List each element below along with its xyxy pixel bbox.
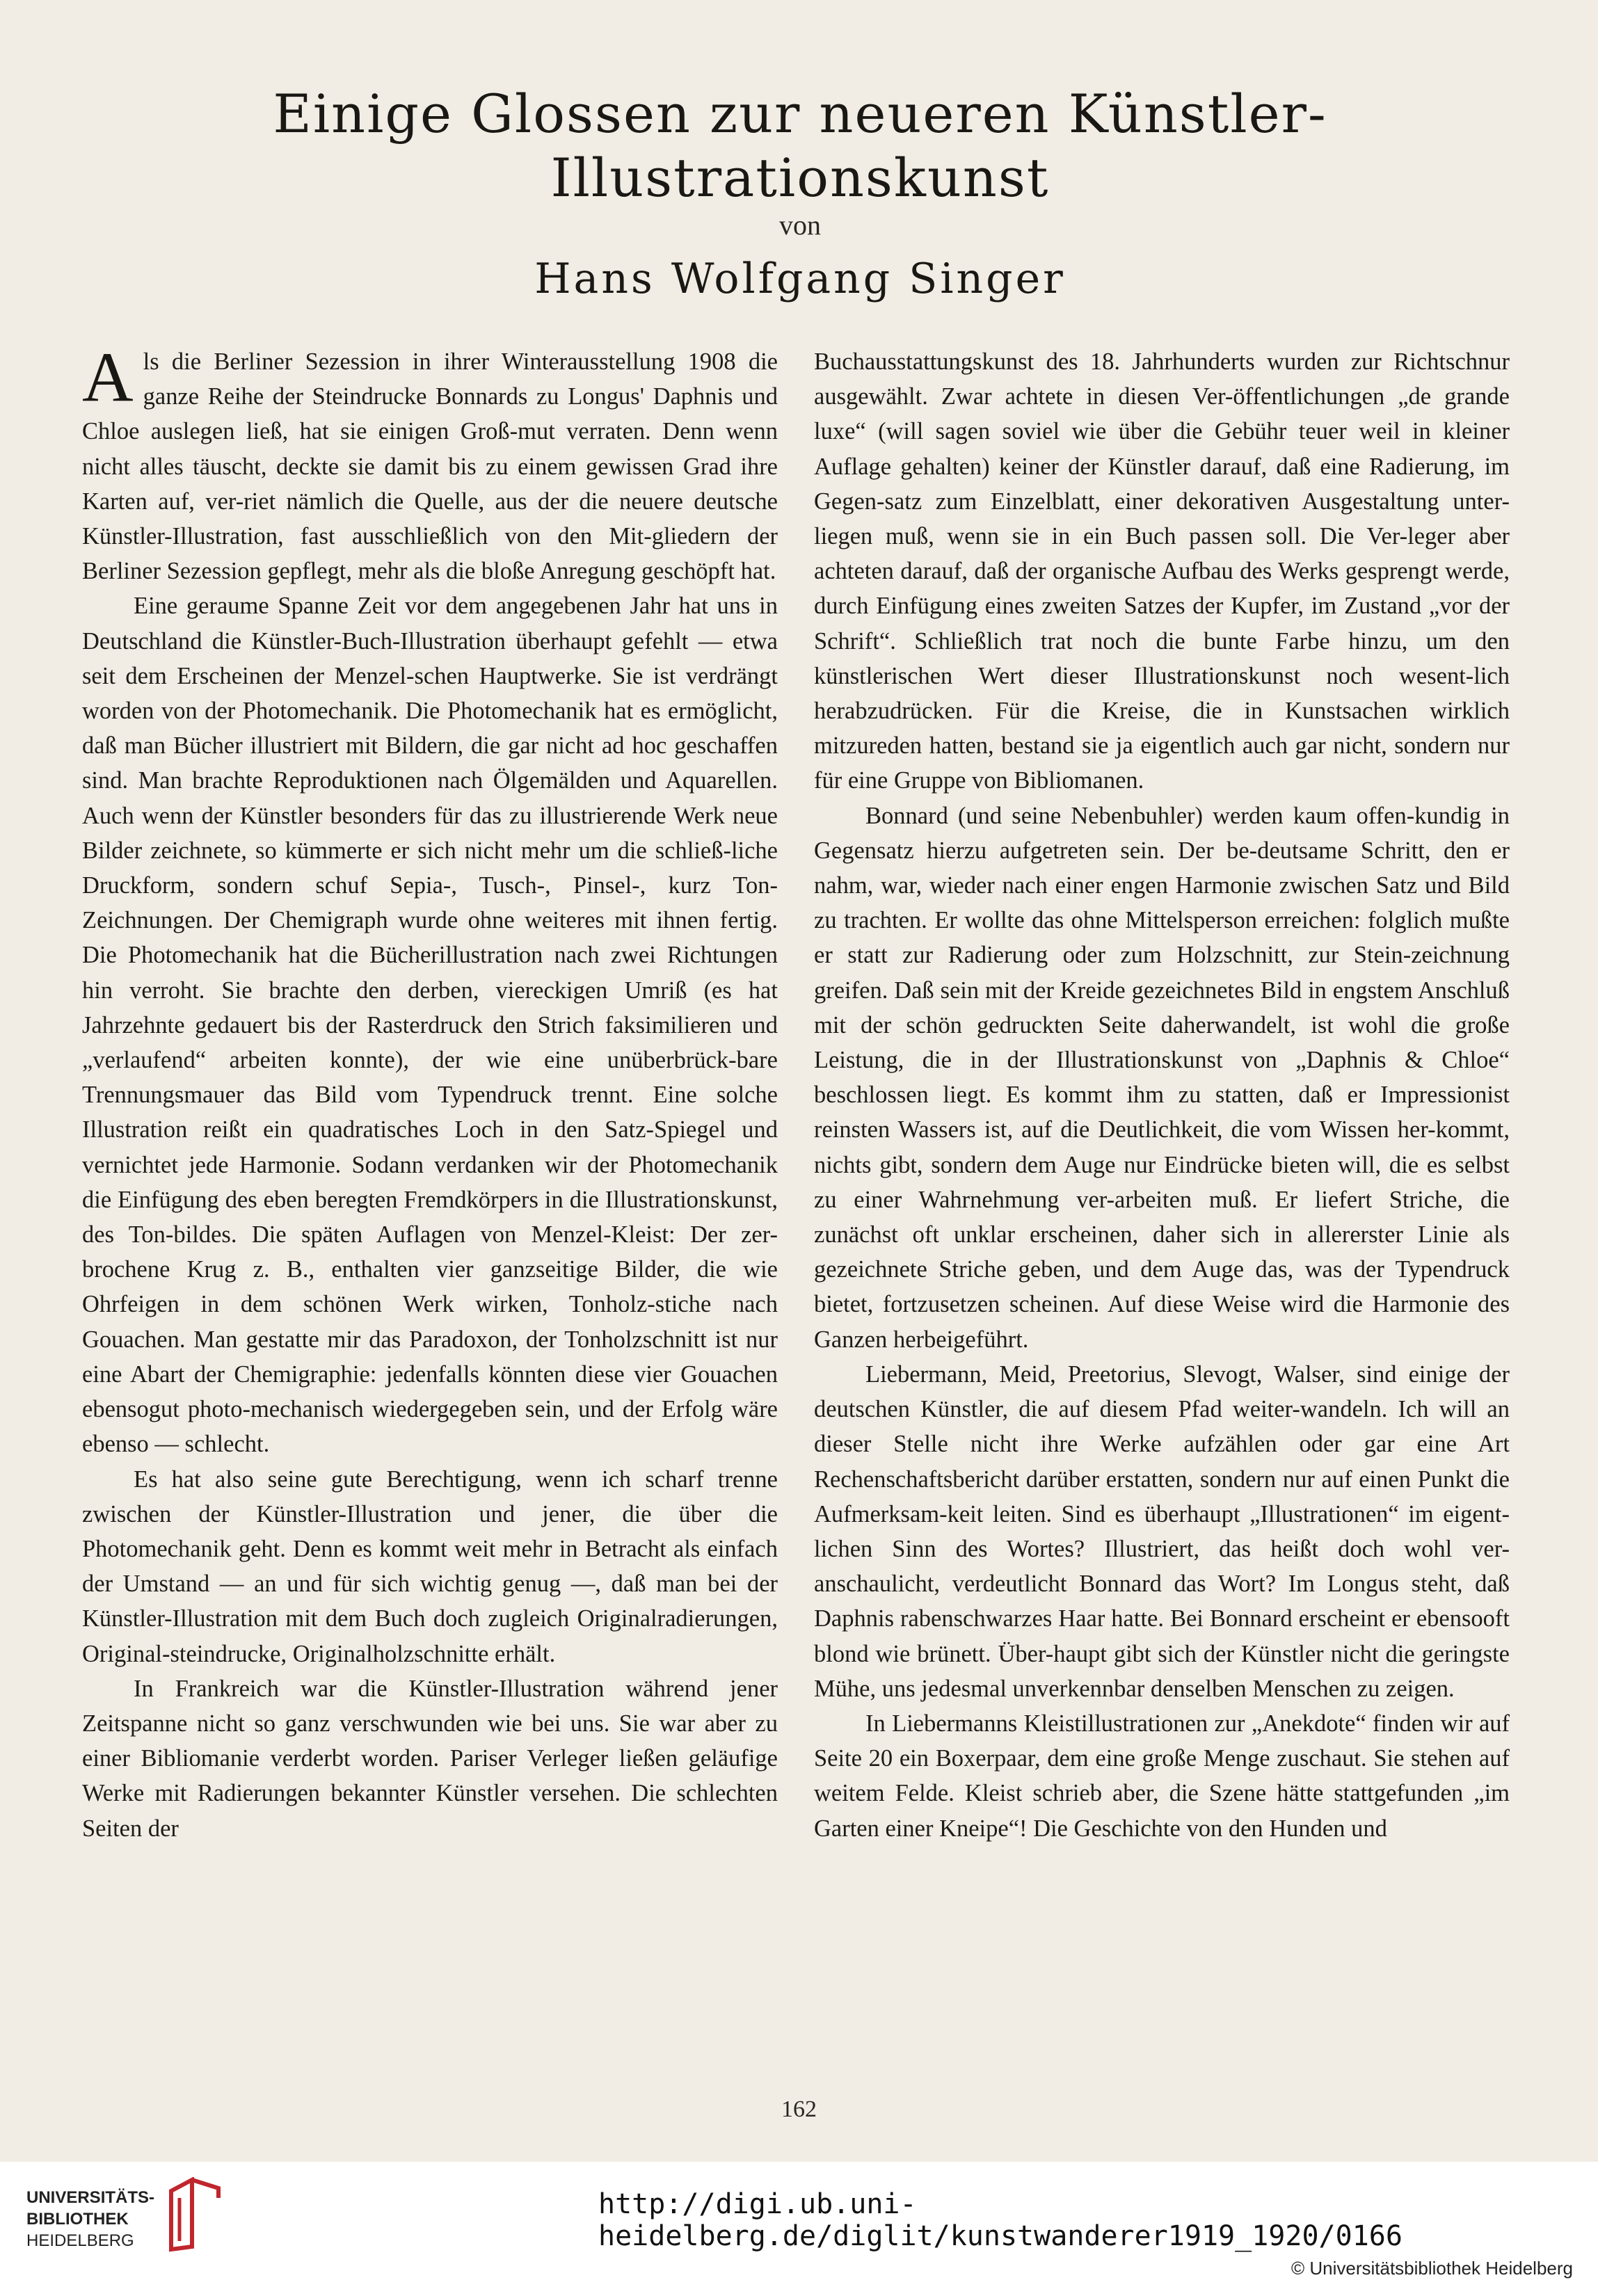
byline-prefix: von [779, 209, 821, 241]
left-paragraph-1-text: ls die Berliner Sezession in ihrer Winterausstellung 1908 die ganze Reihe der Steindrucke Bonnards zu Longus' Daphnis und Chloe auslegen ließ, hat sie einigen Groß-mut verraten. Denn wenn nicht alles täuscht, deckte sie damit bis zu einem gewissen Grad ihre Karten auf, ver-riet nämlich die Quelle, aus der die neuere deutsche Künstler-Illustration, fast ausschließlich von den Mit-gliedern der Berliner Sezession gepflegt, mehr als die bloße Anregung geschöpft hat. [82, 348, 778, 585]
right-paragraph-2: Bonnard (und seine Nebenbuhler) werden kaum offen-kundig in Gegensatz hierzu aufgetreten sein. Der be-deutsame Schritt, den er nahm, war, wieder nach einer engen Harmonie zwischen Satz und Bild zu trachten. Er wollte das ohne Mittelsperson erreichen: folglich mußte er statt zur Radierung oder zum Holzschnitt, zur Stein-zeichnung greifen. Daß sein mit der Kreide gezeichnetes Bild in engstem Anschluß mit der schön gedruckten Seite daherwandelt, ist wohl die große Leistung, die in der Illustrationskunst von „Daphnis & Chloe“ beschlossen liegt. Es kommt ihm zu statten, daß er Impressionist reinsten Wassers ist, auf die Deutlichkeit, die vom Wissen her-kommt, nichts gibt, sondern dem Auge nur Eindrücke bieten will, die es selbst zu einer Wahrnehmung ver-arbeiten muß. Er liefert Striche, die zunächst oft unklar erscheinen, daher sich in allererster Linie als gezeichnete Striche geben, und dem Auge das, was der Typendruck bietet, fortzusetzen scheinen. Auf diese Weise wird die Harmonie des Ganzen herbeigeführt. [814, 802, 1510, 1353]
library-footer [0, 2162, 1598, 2296]
right-paragraph-3: Liebermann, Meid, Preetorius, Slevogt, Walser, sind einige der deutschen Künstler, die auf diesem Pfad weiter-wandeln. Ich will an dieser Stelle nicht ihre Werke aufzählen oder gar eine Art Rechenschaftsbericht darüber erstatten, sondern nur auf einen Punkt die Aufmerksam-keit leiten. Sind es überhaupt „Illustrationen“ im eigent-lichen Sinn des Wortes? Illustriert, das heißt doch wohl ver-anschaulicht, verdeutlicht Bonnard das Wort? Im Longus steht, daß Daphnis rabenschwarzes Haar hatte. Bei Bonnard erscheint er ebensooft blond wie brünett. Über-haupt gibt sich der Künstler nicht die geringste Mühe, uns jedesmal unverkennbar denselben Menschen zu zeigen. [814, 1360, 1510, 1702]
page-number: 162 [781, 2096, 817, 2122]
logo-line-2: BIBLIOTHEK [26, 2210, 129, 2229]
right-paragraph-1: Buchausstattungskunst des 18. Jahrhunderts wurden zur Richtschnur ausgewählt. Zwar achtete in diesen Ver-öffentlichungen „de grande luxe“ (will sagen soviel wie über die Gebühr teuer weil in kleiner Auflage gehalten) keiner der Künstler darauf, daß eine Radierung, im Gegen-satz zum Einzelblatt, einer dekorativen Ausgestaltung unter-liegen muß, wenn sie in ein Buch passen soll. Die Ver-leger aber achteten darauf, daß der organische Aufbau des Werks gesprengt werde, durch Einfügung eines zweiten Satzes der Kupfer, im Zustand „vor der Schrift“. Schließlich trat noch die bunte Farbe hinzu, um den künstlerischen Wert dieser Illustrationskunst noch wesent-lich herabzudrücken. Für die Kreise, die in Kunstsachen wirklich mitzureden hatten, bestand sie ja eigentlich auch gar nicht, sondern nur für eine Gruppe von Bibliomanen. [814, 348, 1510, 794]
right-paragraph-4: In Liebermanns Kleistillustrationen zur „Anekdote“ finden wir auf Seite 20 ein Boxerpaar, dem eine große Menge zuschaut. Sie stehen auf weitem Felde. Kleist schrieb aber, die Szene hätte stattgefunden „im Garten einer Kneipe“! Die Geschichte von den Hunden und [814, 1710, 1510, 1842]
left-paragraph-4: In Frankreich war die Künstler-Illustration während jener Zeitspanne nicht so ganz verschwunden wie bei uns. Sie war aber zu einer Bibliomanie verderbt worden. Pariser Verleger ließen geläufige Werke mit Radierungen bekannter Künstler versehen. Die schlechten Seiten der [82, 1675, 778, 1842]
left-paragraph-1 [82, 344, 778, 588]
article-title-line-1: Einige Glossen zur neueren Künstler- [273, 83, 1327, 145]
article-title-line-2: Illustrationskunst [550, 147, 1050, 209]
left-paragraph-3: Es hat also seine gute Berechtigung, wenn ich scharf trenne zwischen der Künstler-Illustration und jener, die über die Photomechanik geht. Denn es kommt weit mehr in Betracht als einfach der Umstand — an und für sich wichtig genug —, daß man bei der Künstler-Illustration mit dem Buch doch zugleich Originalradierungen, Original-steindrucke, Originalholzschnitte erhält. [82, 1466, 778, 1667]
library-logo-icon [164, 2177, 223, 2252]
author-name: Hans Wolfgang Singer [534, 255, 1066, 303]
logo-line-1: UNIVERSITÄTS- [26, 2188, 155, 2207]
logo-line-3: HEIDELBERG [26, 2231, 134, 2250]
left-paragraph-2: Eine geraume Spanne Zeit vor dem angegebenen Jahr hat uns in Deutschland die Künstler-Buch-Illustration überhaupt gefehlt — etwa seit dem Erscheinen der Menzel-schen Hauptwerke. Sie ist verdrängt worden von der Photomechanik. Die Photomechanik hat es ermöglicht, daß man Bücher illustriert mit Bildern, die gar nicht ad hoc geschaffen sind. Man brachte Reproduktionen nach Ölgemälden und Aquarellen. Auch wenn der Künstler besonders für das zu illustrierende Werk neue Bilder zeichnete, so kümmerte er sich nicht mehr um die schließ-liche Druckform, sondern schuf Sepia-, Tusch-, Pinsel-, kurz Ton-Zeichnungen. Der Chemigraph wurde ohne weiteres mit ihnen fertig. Die Photomechanik hat die Bücherillustration nach zwei Richtungen hin verroht. Sie brachte den derben, viereckigen Umriß (es hat Jahrzehnte gedauert bis der Rasterdruck den Strich faksimilieren und „verlaufend“ arbeiten konnte), der wie eine unüberbrück-bare Trennungsmauer das Bild vom Typendruck trennt. Eine solche Illustration reißt ein quadratisches Loch in den Satz-Spiegel und vernichtet jede Harmonie. Sodann verdanken wir der Photomechanik die Einfügung des eben beregten Fremdkörpers in die Illustrationskunst, des Ton-bildes. Die späten Auflagen von Menzel-Kleist: Der zer-brochene Krug z. B., enthalten vier ganzseitige Bilder, die wie Ohrfeigen in dem schönen Werk wirken, Tonholz-stiche nach Gouachen. Man gestatte mir das Paradoxon, der Tonholzschnitt ist nur eine Abart der Chemigraphie: jedenfalls könnten diese vier Gouachen ebensogut photo-mechanisch wiedergegeben sein, und der Erfolg wäre ebenso — schlecht. [82, 593, 778, 1458]
drop-cap: A [82, 344, 134, 417]
copyright-notice: © Universitätsbibliothek Heidelberg [1291, 2258, 1573, 2279]
right-column [814, 344, 1510, 2055]
left-column [82, 344, 778, 2055]
permalink-url[interactable]: http://digi.ub.uni-heidelberg.de/diglit/kunstwanderer1919_1920/0166 [598, 2188, 1403, 2252]
library-logo-text [26, 2187, 166, 2251]
